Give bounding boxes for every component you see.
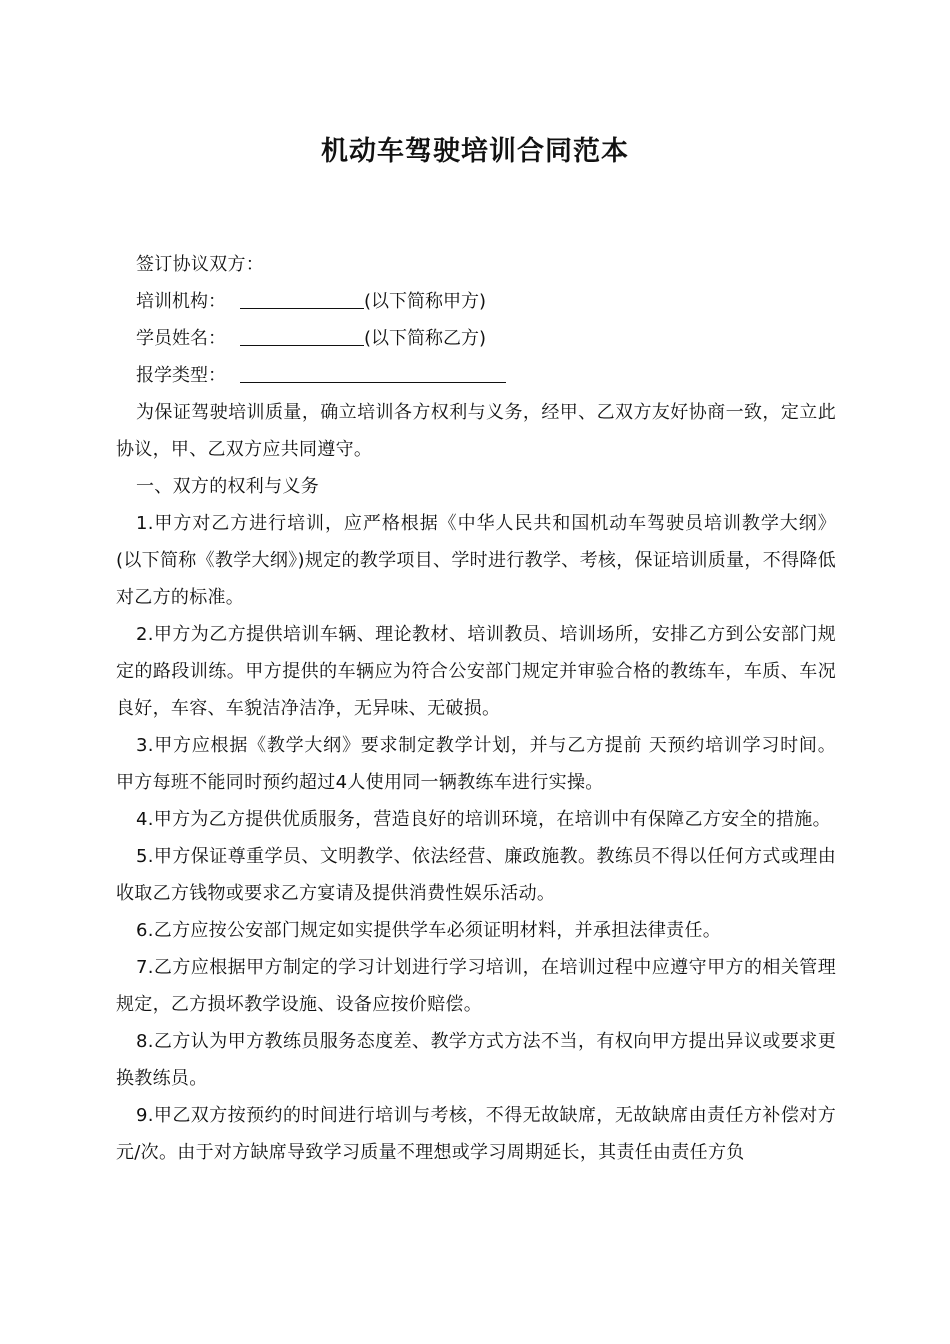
clause-7: 7.乙方应根据甲方制定的学习计划进行学习培训，在培训过程中应遵守甲方的相关管理规定，乙方损坏教学设施、设备应按价赔偿。 [116, 957, 836, 1015]
field-label: 报学类型： [136, 365, 226, 386]
fill-in-blank [240, 325, 364, 346]
field-training-institution [116, 283, 836, 320]
clause-2: 2.甲方为乙方提供培训车辆、理论教材、培训教员、培训场所，安排乙方到公安部门规定的路段训练。甲方提供的车辆应为符合公安部门规定并审验合格的教练车，车质、车况良好，车容、车貌洁净洁净，无异味、无破损。 [116, 624, 836, 719]
clause-6: 6.乙方应按公安部门规定如实提供学车必须证明材料，并承担法律责任。 [136, 920, 722, 941]
clause-3: 3.甲方应根据《教学大纲》要求制定教学计划，并与乙方提前 天预约培训学习时间。甲方每班不能同时预约超过4人使用同一辆教练车进行实操。 [116, 735, 836, 793]
document-title: 机动车驾驶培训合同范本 [321, 136, 629, 167]
clause-1: 1.甲方对乙方进行培训，应严格根据《中华人民共和国机动车驾驶员培训教学大纲》(以下简称《教学大纲》)规定的教学项目、学时进行教学、考核，保证培训质量，不得降低对乙方的标准。 [116, 513, 836, 608]
clause-4: 4.甲方为乙方提供优质服务，营造良好的培训环境，在培训中有保障乙方安全的措施。 [136, 809, 831, 830]
field-note: (以下简称乙方) [364, 328, 487, 349]
field-note: (以下简称甲方) [364, 291, 487, 312]
field-license-type [116, 357, 836, 394]
document-body [116, 246, 836, 1171]
field-label: 培训机构： [136, 291, 226, 312]
clause-5: 5.甲方保证尊重学员、文明教学、依法经营、廉政施教。教练员不得以任何方式或理由收取乙方钱物或要求乙方宴请及提供消费性娱乐活动。 [116, 846, 836, 904]
clause-9: 9.甲乙双方按预约的时间进行培训与考核，不得无故缺席，无故缺席由责任方补偿对方 元/次。由于对方缺席导致学习质量不理想或学习周期延长，其责任由责任方负 [116, 1105, 836, 1163]
preamble-paragraph: 为保证驾驶培训质量，确立培训各方权利与义务，经甲、乙双方友好协商一致，定立此协议，甲、乙双方应共同遵守。 [116, 402, 836, 460]
field-student-name [116, 320, 836, 357]
fill-in-blank [240, 362, 506, 383]
clause-8: 8.乙方认为甲方教练员服务态度差、教学方式方法不当，有权向甲方提出异议或要求更换教练员。 [116, 1031, 836, 1089]
intro-label: 签订协议双方： [136, 254, 265, 275]
field-label: 学员姓名： [136, 328, 226, 349]
fill-in-blank [240, 288, 364, 309]
section-heading: 一、双方的权利与义务 [136, 476, 319, 497]
